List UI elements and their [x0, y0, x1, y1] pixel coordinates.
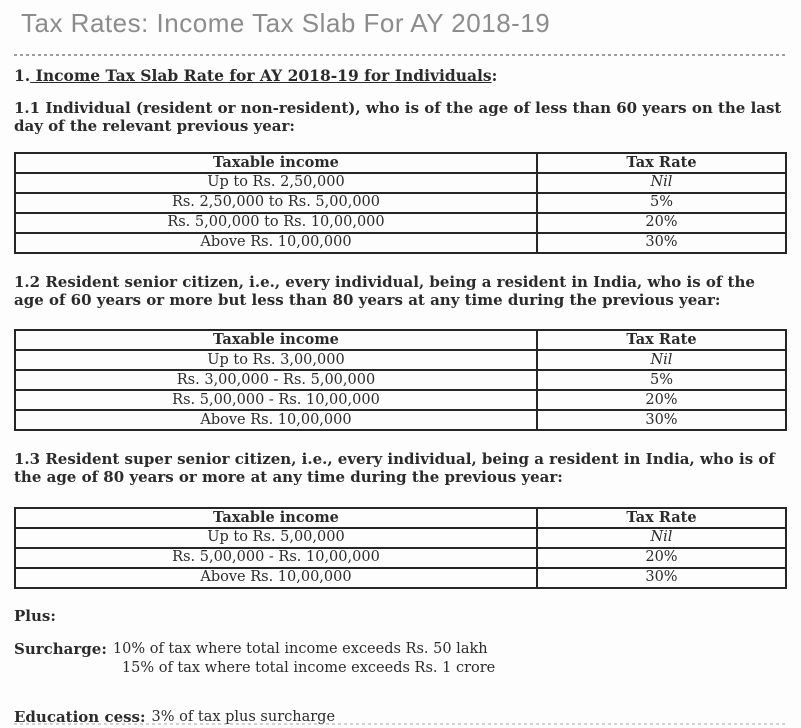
taxable-income-cell: Above Rs. 10,00,000 [15, 568, 537, 588]
column-header-tax-rate: Tax Rate [537, 508, 786, 528]
table-row [15, 548, 786, 568]
tax-slab-table-super-senior-citizens [14, 507, 787, 589]
table-row [15, 213, 786, 233]
column-header-taxable-income: Taxable income [15, 153, 537, 173]
column-header-tax-rate: Tax Rate [537, 153, 786, 173]
intro-paragraph-1-2: 1.2 Resident senior citizen, i.e., every individual, being a resident in India, who is of the age of 60 years or more but less than 80 years at any time during the previous year: [14, 272, 755, 309]
education-cess-text: 3% of tax plus surcharge [151, 709, 336, 726]
taxable-income-cell: Up to Rs. 3,00,000 [15, 350, 537, 370]
dotted-separator [14, 54, 787, 56]
heading-colon: : [491, 66, 498, 85]
table-header-row [15, 508, 786, 528]
table-row [15, 370, 786, 390]
taxable-income-cell: Rs. 5,00,000 - Rs. 10,00,000 [15, 548, 537, 568]
surcharge-line-2: 15% of tax where total income exceeds Rs. 1 crore [121, 659, 496, 676]
tax-rate-cell: Nil [537, 173, 786, 193]
taxable-income-cell: Up to Rs. 2,50,000 [15, 173, 537, 193]
tax-rate-cell: 30% [537, 568, 786, 588]
table-row [15, 193, 786, 213]
heading-number: 1. [14, 66, 31, 85]
column-header-tax-rate: Tax Rate [537, 330, 786, 350]
taxable-income-cell: Up to Rs. 5,00,000 [15, 528, 537, 548]
table-header-row [15, 153, 786, 173]
taxable-income-cell: Rs. 5,00,000 to Rs. 10,00,000 [15, 213, 537, 233]
heading-underlined-text: Income Tax Slab Rate for AY 2018-19 for Individuals [30, 66, 492, 85]
column-header-taxable-income: Taxable income [15, 508, 537, 528]
plus-label: Plus: [14, 606, 56, 625]
surcharge-label: Surcharge: [14, 639, 107, 658]
tax-rate-cell: 5% [537, 370, 786, 390]
table-row [15, 568, 786, 588]
table-row [15, 233, 786, 253]
surcharge-line-1: 10% of tax where total income exceeds Rs. 50 lakh [112, 640, 488, 657]
tax-rate-cell: 30% [537, 233, 786, 253]
taxable-income-cell: Above Rs. 10,00,000 [15, 233, 537, 253]
tax-rate-cell: Nil [537, 350, 786, 370]
education-cess-label: Education cess: [14, 708, 146, 727]
surcharge-lines [113, 640, 495, 678]
bottom-separator [14, 723, 787, 725]
tax-rate-cell: Nil [537, 528, 786, 548]
tax-rate-cell: 20% [537, 213, 786, 233]
taxable-income-cell: Above Rs. 10,00,000 [15, 410, 537, 430]
tax-rate-cell: 20% [537, 390, 786, 410]
education-cess-note [14, 708, 787, 728]
intro-paragraph-1-3: 1.3 Resident super senior citizen, i.e., every individual, being a resident in India, who is of the age of 80 years or more at any time during the previous year: [14, 450, 775, 487]
intro-paragraph-1-1: 1.1 Individual (resident or non-resident), who is of the age of less than 60 years on the last day of the relevant previous year: [14, 99, 782, 136]
taxable-income-cell: Rs. 3,00,000 - Rs. 5,00,000 [15, 370, 537, 390]
taxable-income-cell: Rs. 2,50,000 to Rs. 5,00,000 [15, 193, 537, 213]
table-row [15, 173, 786, 193]
table-row [15, 350, 786, 370]
tax-rate-cell: 5% [537, 193, 786, 213]
column-header-taxable-income: Taxable income [15, 330, 537, 350]
tax-rate-cell: 20% [537, 548, 786, 568]
table-row [15, 390, 786, 410]
section-heading [14, 66, 787, 85]
surcharge-note [14, 640, 787, 678]
tax-slab-table-individuals [14, 152, 787, 254]
table-row [15, 410, 786, 430]
page-title: Tax Rates: Income Tax Slab For AY 2018-19 [21, 8, 551, 38]
tax-rate-cell: 30% [537, 410, 786, 430]
taxable-income-cell: Rs. 5,00,000 - Rs. 10,00,000 [15, 390, 537, 410]
table-header-row [15, 330, 786, 350]
table-row [15, 528, 786, 548]
tax-slab-table-senior-citizens [14, 329, 787, 431]
